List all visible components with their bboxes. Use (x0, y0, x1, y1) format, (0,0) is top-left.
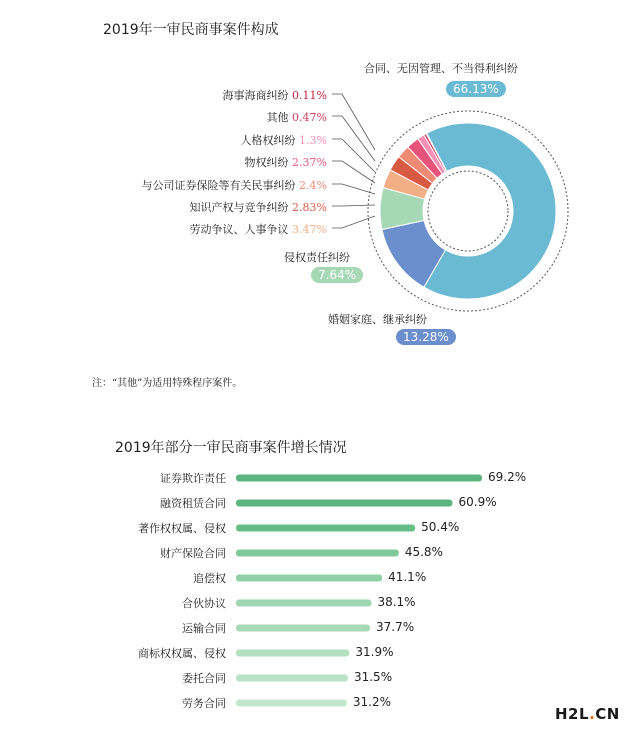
watermark-dot: . (589, 705, 596, 723)
slice-name: 劳动争议、人事争议 (189, 223, 289, 236)
bar-category-label: 合伙协议 (182, 597, 226, 610)
bar (236, 700, 347, 707)
bar-value-label: 50.4% (421, 520, 460, 534)
slice-value: 3.47% (292, 223, 327, 236)
bar-category-label: 运输合同 (182, 622, 226, 635)
bar (236, 675, 348, 682)
slice-badge-marriage: 13.28% (396, 329, 456, 345)
slice-value: 0.11% (292, 89, 327, 102)
slice-label-contract: 合同、无因管理、不当得利纠纷 (364, 62, 518, 75)
bar (236, 475, 482, 482)
watermark-logo (555, 705, 620, 723)
bar-value-label: 69.2% (488, 470, 527, 484)
bar-value-label: 45.8% (404, 545, 443, 559)
bar-category-label: 委托合同 (182, 672, 226, 685)
slice-value: 0.47% (292, 111, 327, 124)
bar-category-label: 追偿权 (193, 572, 226, 585)
slice-value: 2.4% (299, 179, 327, 192)
slice-badge-contract: 66.13% (446, 81, 506, 97)
slice-name: 海事海商纠纷 (222, 89, 289, 102)
slice-badge-tort: 7.64% (311, 267, 363, 283)
slice-value: 2.37% (292, 156, 327, 169)
slice-value: 2.83% (292, 201, 327, 214)
bar-category-label: 商标权权属、侵权 (138, 647, 226, 660)
slice-label-marriage: 婚姻家庭、继承纠纷 (328, 313, 427, 326)
slice-name: 其他 (266, 111, 289, 124)
bar-value-label: 31.5% (353, 670, 393, 684)
bar (236, 500, 452, 507)
bar (236, 650, 349, 657)
bar-category-label: 融资租赁合同 (160, 497, 226, 510)
slice-name: 知识产权与竞争纠纷 (189, 201, 289, 214)
bar-value-label: 37.7% (376, 620, 415, 634)
donut-chart-title: 2019年一审民商事案件构成 (103, 22, 279, 38)
watermark-h2l: H2L (555, 705, 590, 723)
slice-label-tort: 侵权责任纠纷 (284, 251, 350, 264)
bar-value-label: 38.1% (377, 595, 416, 609)
bar-category-label: 证券欺诈责任 (160, 472, 226, 485)
bar-value-label: 31.2% (352, 695, 392, 709)
bar (236, 525, 415, 532)
bar-category-label: 劳务合同 (182, 697, 226, 710)
slice-value: 1.3% (299, 134, 327, 147)
bar-category-label: 财产保险合同 (160, 547, 226, 560)
bar (236, 625, 370, 632)
slice-name: 物权纠纷 (244, 156, 289, 169)
slice-name: 与公司证券保险等有关民事纠纷 (141, 179, 296, 192)
bar-chart-title: 2019年部分一审民商事案件增长情况 (115, 440, 347, 456)
slice-name: 人格权纠纷 (240, 134, 296, 147)
bar-value-label: 31.9% (355, 645, 394, 659)
bar-value-label: 60.9% (458, 495, 497, 509)
bar (236, 600, 371, 607)
watermark-cn: CN (595, 705, 620, 723)
bar-value-label: 41.1% (388, 570, 427, 584)
bar-category-label: 著作权权属、侵权 (138, 522, 226, 535)
bar (236, 575, 382, 582)
bar (236, 550, 399, 557)
donut-note: 注：“其他”为适用特殊程序案件。 (92, 378, 243, 389)
